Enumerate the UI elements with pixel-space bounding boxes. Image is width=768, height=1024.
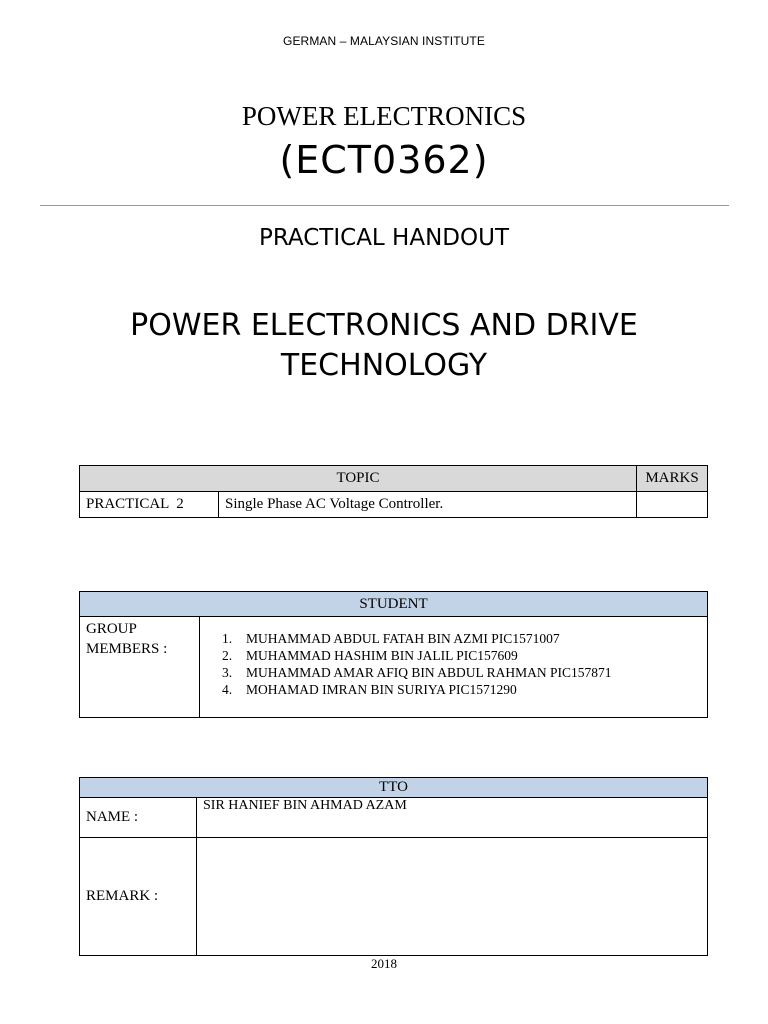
subject-title: POWER ELECTRONICS [241, 101, 527, 131]
topic-header: TOPIC [80, 466, 637, 492]
list-item: 3. MUHAMMAD AMAR AFIQ BIN ABDUL RAHMAN PIC157871 [222, 665, 612, 680]
group-members-label: GROUP MEMBERS : [80, 617, 200, 718]
practical-title: Single Phase AC Voltage Controller. [219, 492, 637, 518]
name-value: SIR HANIEF BIN AHMAD AZAM [197, 798, 708, 838]
tto-table-header [80, 778, 708, 798]
topic-table [79, 465, 708, 518]
tto-table [79, 777, 708, 956]
group-members-list [222, 630, 707, 698]
document-title: POWER ELECTRONICS AND DRIVE TECHNOLOGY [130, 308, 638, 383]
institute-name: GERMAN – MALAYSIAN INSTITUTE [283, 34, 485, 48]
member-name: MOHAMAD IMRAN BIN SURIYA PIC1571290 [246, 682, 517, 697]
course-code: (ECT0362) [279, 138, 489, 182]
student-table-header [80, 592, 708, 617]
member-name: MUHAMMAD ABDUL FATAH BIN AZMI PIC1571007 [246, 631, 560, 646]
marks-value [636, 492, 707, 518]
group-members-cell [200, 617, 708, 718]
member-name: MUHAMMAD HASHIM BIN JALIL PIC157609 [246, 648, 518, 663]
remark-value [197, 838, 708, 956]
student-table [79, 591, 708, 718]
practical-label: PRACTICAL 2 [80, 492, 219, 518]
list-item: 4. MOHAMAD IMRAN BIN SURIYA PIC1571290 [222, 682, 517, 697]
footer-year: 2018 [371, 956, 397, 971]
marks-header: MARKS [636, 466, 707, 492]
member-name: MUHAMMAD AMAR AFIQ BIN ABDUL RAHMAN PIC157871 [246, 665, 612, 680]
list-item: 1. MUHAMMAD ABDUL FATAH BIN AZMI PIC1571007 [222, 631, 560, 646]
header-divider [40, 205, 729, 206]
name-label: NAME : [80, 798, 197, 838]
topic-table-header [80, 466, 708, 492]
remark-label: REMARK : [80, 838, 197, 956]
student-table-row [80, 617, 708, 718]
tto-header: TTO [80, 778, 708, 798]
tto-name-row [80, 798, 708, 838]
list-item: 2. MUHAMMAD HASHIM BIN JALIL PIC157609 [222, 648, 518, 663]
topic-table-row [80, 492, 708, 518]
handout-type: PRACTICAL HANDOUT [259, 225, 509, 251]
tto-remark-row [80, 838, 708, 956]
student-header: STUDENT [80, 592, 708, 617]
